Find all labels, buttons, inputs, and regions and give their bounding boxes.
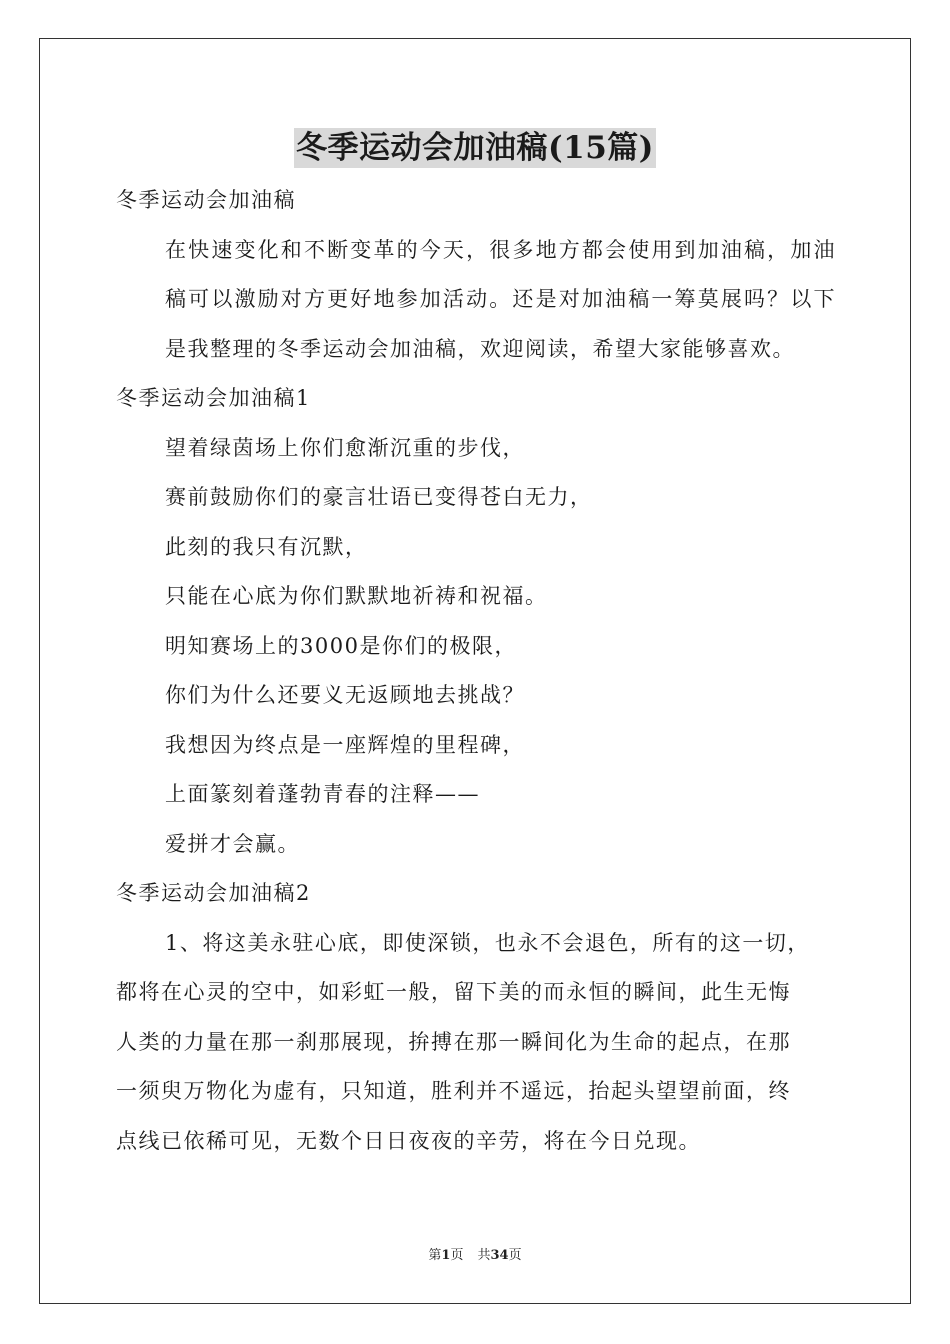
footer-total-pages: 34 <box>490 1248 509 1263</box>
page-footer <box>0 1247 950 1265</box>
title-container <box>0 128 950 168</box>
section-heading: 冬季运动会加油稿1 <box>116 386 311 410</box>
poem-line: 明知赛场上的3000是你们的极限， <box>165 633 517 658</box>
body-line: 都将在心灵的空中，如彩虹一般，留下美的而永恒的瞬间，此生无悔 <box>116 980 791 1004</box>
poem-line: 赛前鼓励你们的豪言壮语已变得苍白无力， <box>165 485 593 509</box>
body-line: 一须臾万物化为虚有，只知道，胜利并不遥远，抬起头望望前面，终 <box>116 1079 791 1103</box>
poem-line: 上面篆刻着蓬勃青春的注释—— <box>165 782 480 806</box>
poem-line: 你们为什么还要义无返顾地去挑战？ <box>165 683 525 707</box>
section-heading: 冬季运动会加油稿 <box>116 188 296 212</box>
body-line: 人类的力量在那一刹那展现，拚搏在那一瞬间化为生命的起点，在那 <box>116 1029 791 1054</box>
body-line: 1、将这美永驻心底，即使深锁，也永不会退色，所有的这一切， <box>165 930 810 955</box>
document-body <box>116 176 836 1166</box>
poem-line: 只能在心底为你们默默地祈祷和祝福。 <box>165 584 548 608</box>
intro-paragraph: 在快速变化和不断变革的今天，很多地方都会使用到加油稿，加油稿可以激励对方更好地参加活动。还是对加油稿一筹莫展吗？以下是我整理的冬季运动会加油稿，欢迎阅读，希望大家能够喜欢。 <box>165 237 836 361</box>
body-line: 点线已依稀可见，无数个日日夜夜的辛劳，将在今日兑现。 <box>116 1128 701 1153</box>
footer-page-prefix: 第 <box>428 1248 442 1263</box>
footer-total-prefix: 共 <box>477 1248 491 1263</box>
footer-total-suffix: 页 <box>508 1248 522 1263</box>
poem-line: 此刻的我只有沉默， <box>165 534 368 559</box>
poem-line: 望着绿茵场上你们愈渐沉重的步伐， <box>165 435 525 460</box>
footer-page-number: 1 <box>441 1248 451 1263</box>
section-heading: 冬季运动会加油稿2 <box>116 881 311 905</box>
document-title: 冬季运动会加油稿(15篇) <box>296 130 654 166</box>
footer-page-suffix: 页 <box>450 1248 464 1263</box>
poem-line: 我想因为终点是一座辉煌的里程碑， <box>165 732 525 757</box>
poem-line: 爱拼才会赢。 <box>165 831 300 856</box>
